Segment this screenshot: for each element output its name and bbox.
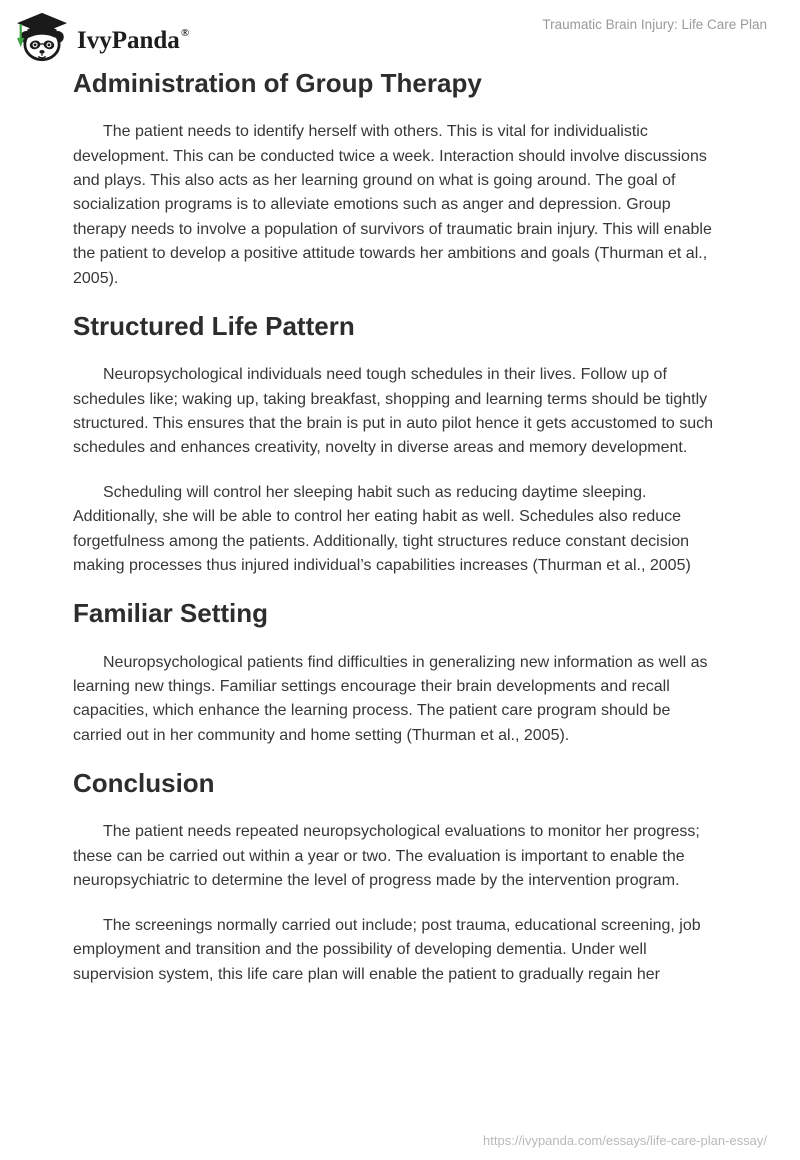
paragraph: The patient needs repeated neuropsychological evaluations to monitor her progress; these can be carried out within a year or two. The evaluation is important to enable the neuropsychiatric to determine the level of progress made by the intervention program. — [73, 823, 700, 890]
brand — [14, 8, 189, 66]
section-administration-of-group-therapy — [73, 68, 715, 291]
paragraph: Scheduling will control her sleeping habit such as reducing daytime sleeping. Additionally, she will be able to control her eating habit as well. Schedules also reduce forgetfulness among the patients. Additionally, tight structures reduce constant decision making processes thus injured individual’s capabilities increases (Thurman et al., 2005) — [73, 483, 691, 575]
paragraph: The patient needs to identify herself with others. This is vital for individualistic development. This can be conducted twice a week. Interaction should involve discussions and plays. This also acts as her learning ground on what is going around. The goal of socialization programs is to alleviate emotions such as anger and depression. Group therapy needs to involve a population of survivors of traumatic brain injury. This will enable the patient to develop a positive attitude towards her ambitions and goals (Thurman et al., 2005). — [73, 123, 712, 287]
brand-name — [77, 8, 189, 66]
section-heading: Conclusion — [73, 768, 215, 799]
section-heading: Familiar Setting — [73, 598, 269, 629]
page-header — [0, 0, 800, 58]
essay-content — [73, 68, 715, 987]
paragraph: Neuropsychological individuals need tough schedules in their lives. Follow up of schedules like; waking up, taking breakfast, shopping and learning terms should be tightly structured. This ensures that the brain is put in auto pilot hence it gets accustomed to such schedules and enhances creativity, novelty in diverse areas and memory development. — [73, 366, 714, 457]
paragraph: Neuropsychological patients find difficulties in generalizing new information as well as learning new things. Familiar settings encourage their brain developments and recall capacities, which enhance the learning process. The patient care program should be carried out in her community and home setting (Thurman et al., 2005). — [73, 653, 708, 744]
paragraph: The screenings normally carried out include; post trauma, educational screening, job employment and transition and the possibility of developing dementia. Under well supervision system, this life care plan will enable the patient to gradually regain her — [73, 916, 701, 983]
registered-trademark: ® — [180, 27, 190, 39]
source-url[interactable]: https://ivypanda.com/essays/life-care-plan-essay/ — [483, 1133, 767, 1148]
section-structured-life-pattern — [73, 311, 715, 578]
section-conclusion — [73, 768, 715, 987]
section-familiar-setting — [73, 598, 715, 748]
document-title: Traumatic Brain Injury: Life Care Plan — [542, 17, 767, 32]
section-heading: Administration of Group Therapy — [73, 68, 482, 98]
brand-name-text: IvyPanda — [77, 27, 180, 54]
page-footer — [483, 1133, 767, 1148]
ivypanda-panda-logo-icon — [14, 12, 70, 62]
section-heading: Structured Life Pattern — [73, 311, 355, 342]
